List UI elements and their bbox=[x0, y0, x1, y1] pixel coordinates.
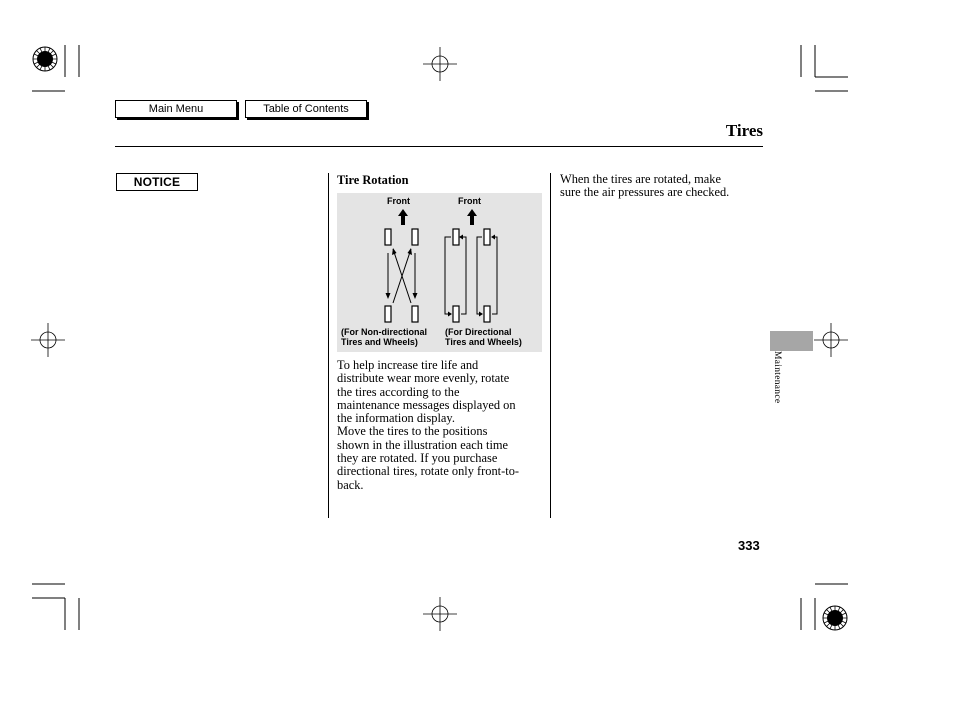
crosshair-icon bbox=[423, 47, 457, 81]
front-label: Front bbox=[458, 196, 481, 206]
table-of-contents-button[interactable]: Table of Contents bbox=[245, 100, 367, 118]
column-divider bbox=[550, 173, 551, 518]
page-number: 333 bbox=[738, 538, 760, 553]
header-rule bbox=[115, 146, 763, 147]
up-arrow-icon bbox=[398, 209, 477, 225]
main-menu-button[interactable]: Main Menu bbox=[115, 100, 237, 118]
starburst-registration-icon bbox=[32, 46, 58, 72]
section-heading: Tire Rotation bbox=[337, 173, 409, 187]
section-label: Maintenance bbox=[772, 351, 782, 404]
page-title: Tires bbox=[725, 121, 763, 140]
starburst-registration-icon bbox=[822, 605, 848, 631]
air-pressure-note: When the tires are rotated, make sure the air pressures are checked. bbox=[560, 172, 730, 200]
diagram-caption: (For Non-directional Tires and Wheels) bbox=[341, 327, 427, 347]
crosshair-icon bbox=[814, 323, 848, 357]
front-label: Front bbox=[387, 196, 410, 206]
rotation-body-text: To help increase tire life and distribute wear more evenly, rotate the tires according to the maintenance messages displayed on the information display. Move the tires to the positions shown in the illustration each time they are rotated. If you purchase directional tires, rotate only front-to- back. bbox=[337, 358, 520, 492]
crosshair-icon bbox=[31, 323, 65, 357]
column-divider bbox=[328, 173, 329, 518]
notice-label: NOTICE bbox=[116, 173, 198, 191]
crosshair-icon bbox=[423, 597, 457, 631]
diagram-caption: (For Directional Tires and Wheels) bbox=[445, 327, 522, 347]
tire-rotation-diagram bbox=[337, 193, 542, 352]
section-tab bbox=[770, 331, 813, 351]
